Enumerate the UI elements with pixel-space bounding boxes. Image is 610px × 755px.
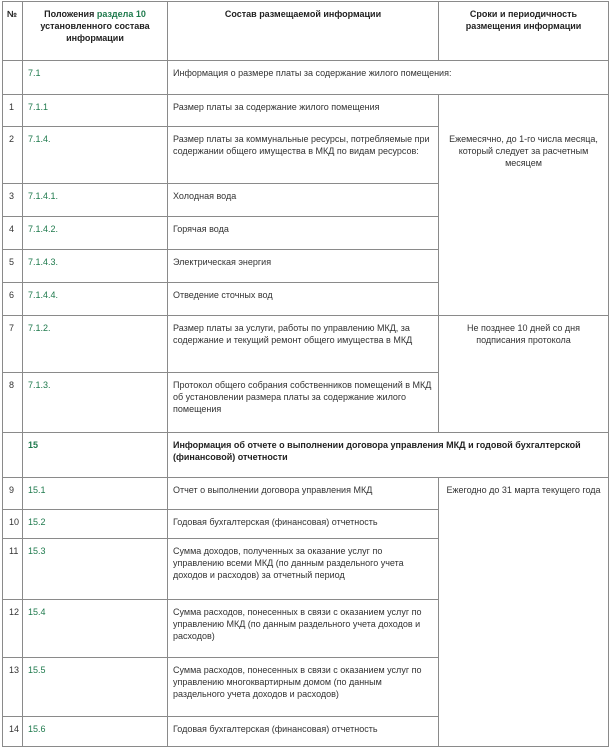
row-code: 7.1.4.2. (23, 217, 168, 250)
period-protocol: Не позднее 10 дней со дня подписания протокола (439, 316, 609, 433)
table-row (3, 316, 609, 373)
row-number: 13 (3, 658, 23, 717)
row-code: 7.1.4.3. (23, 250, 168, 283)
row-number: 3 (3, 184, 23, 217)
row-number (3, 433, 23, 478)
row-description: Отчет о выполнении договора управления МКД (168, 478, 439, 510)
header-period: Сроки и периодичность размещения информации (439, 2, 609, 61)
row-number: 14 (3, 717, 23, 747)
row-number: 6 (3, 283, 23, 316)
row-number: 9 (3, 478, 23, 510)
row-code: 7.1 (23, 61, 168, 95)
row-number: 12 (3, 600, 23, 658)
row-description: Размер платы за коммунальные ресурсы, потребляемые при содержании общего имущества в МКД по видам ресурсов: (168, 127, 439, 184)
row-number: 1 (3, 95, 23, 127)
row-number: 5 (3, 250, 23, 283)
row-description: Горячая вода (168, 217, 439, 250)
row-code: 15.2 (23, 510, 168, 539)
row-code: 15.1 (23, 478, 168, 510)
row-description: Сумма доходов, полученных за оказание услуг по управлению всеми МКД (по данным раздельного учета доходов и расходов) за отчетный период (168, 539, 439, 600)
row-number: 7 (3, 316, 23, 373)
row-code: 15.5 (23, 658, 168, 717)
row-description: Сумма расходов, понесенных в связи с оказанием услуг по управлению многоквартирным домом (по данным раздельного учета доходов и расходов) (168, 658, 439, 717)
header-section-suffix: установленного состава информации (40, 21, 150, 43)
row-description: Информация об отчете о выполнении договора управления МКД и годовой бухгалтерской (финансовой) отчетности (168, 433, 609, 478)
period-monthly: Ежемесячно, до 1-го числа месяца, который следует за расчетным месяцем (439, 95, 609, 316)
row-description: Сумма расходов, понесенных в связи с оказанием услуг по управлению МКД (по данным раздельного учета доходов и расходов) (168, 600, 439, 658)
row-description: Годовая бухгалтерская (финансовая) отчетность (168, 717, 439, 747)
table-row-section (3, 433, 609, 478)
period-yearly: Ежегодно до 31 марта текущего года (439, 478, 609, 747)
row-description: Размер платы за услуги, работы по управлению МКД, за содержание и текущий ремонт общего имущества в МКД (168, 316, 439, 373)
row-description: Электрическая энергия (168, 250, 439, 283)
header-number: № (3, 2, 23, 61)
row-number: 2 (3, 127, 23, 184)
row-description: Информация о размере платы за содержание жилого помещения: (168, 61, 609, 95)
section-10-link[interactable]: раздела 10 (96, 9, 146, 19)
header-content: Состав размещаемой информации (168, 2, 439, 61)
row-description: Протокол общего собрания собственников помещений в МКД об установлении размера платы за содержание жилого помещения (168, 373, 439, 433)
row-code: 15 (23, 433, 168, 478)
row-code: 15.6 (23, 717, 168, 747)
row-code: 7.1.4.1. (23, 184, 168, 217)
row-number: 10 (3, 510, 23, 539)
row-code: 15.3 (23, 539, 168, 600)
header-section (23, 2, 168, 61)
disclosure-table (2, 1, 609, 747)
row-code: 7.1.3. (23, 373, 168, 433)
row-description: Годовая бухгалтерская (финансовая) отчетность (168, 510, 439, 539)
row-description: Отведение сточных вод (168, 283, 439, 316)
row-code: 7.1.1 (23, 95, 168, 127)
row-description: Холодная вода (168, 184, 439, 217)
header-section-prefix: Положения (44, 9, 95, 19)
table-row (3, 61, 609, 95)
header-row (3, 2, 609, 61)
row-number: 4 (3, 217, 23, 250)
row-code: 15.4 (23, 600, 168, 658)
row-number: 8 (3, 373, 23, 433)
table-row (3, 478, 609, 510)
table-row (3, 95, 609, 127)
row-number (3, 61, 23, 95)
row-code: 7.1.4.4. (23, 283, 168, 316)
row-description: Размер платы за содержание жилого помещения (168, 95, 439, 127)
row-code: 7.1.4. (23, 127, 168, 184)
row-code: 7.1.2. (23, 316, 168, 373)
row-number: 11 (3, 539, 23, 600)
